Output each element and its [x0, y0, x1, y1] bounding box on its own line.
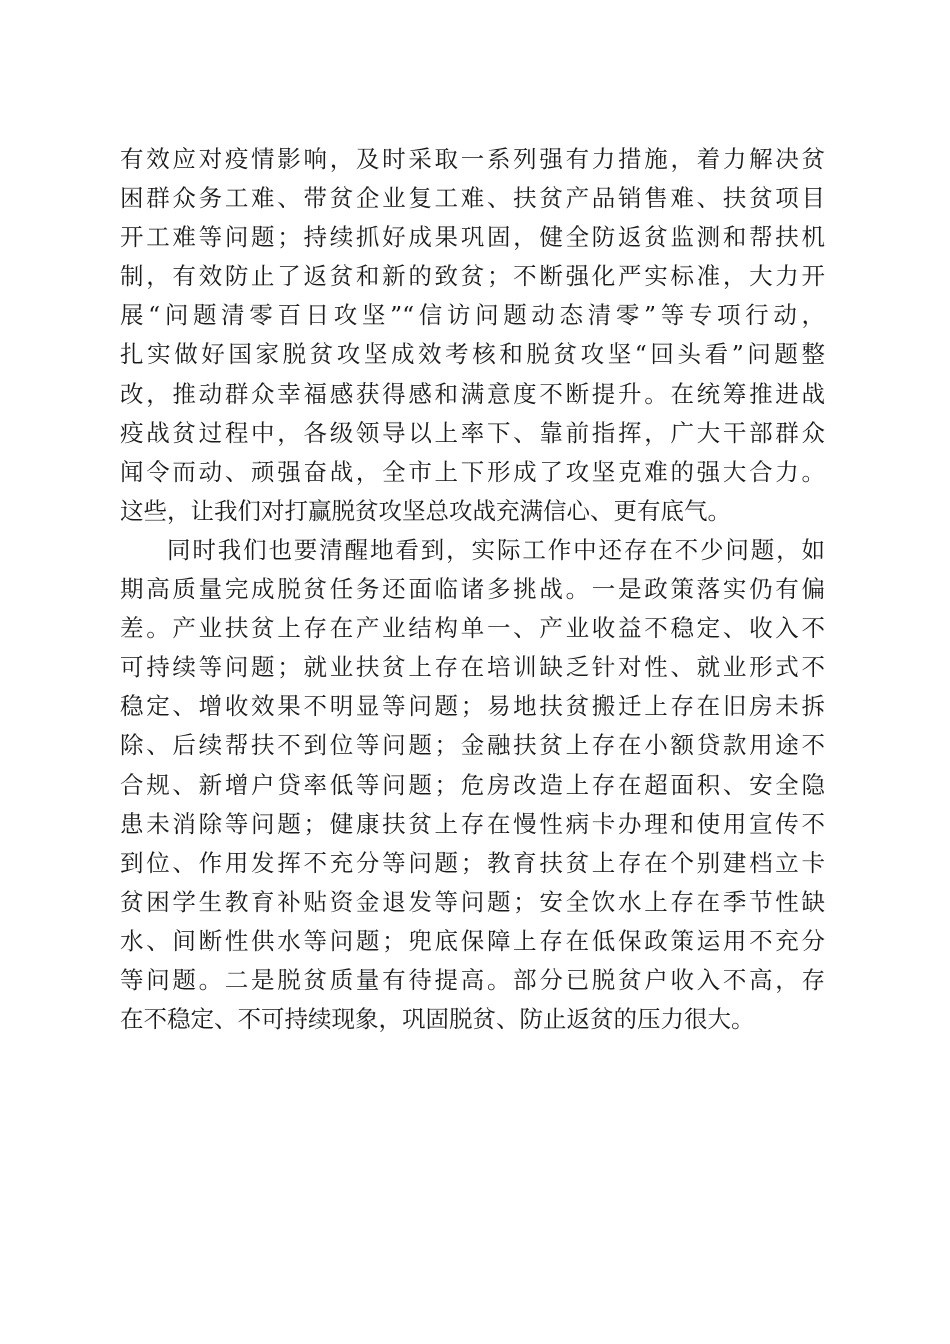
text-line: 扎实做好国家脱贫攻坚成效考核和脱贫攻坚“回头看”问题整	[120, 340, 825, 369]
text-line: 可持续等问题；就业扶贫上存在培训缺乏针对性、就业形式不	[120, 653, 825, 682]
text-line: 困群众务工难、带贫企业复工难、扶贫产品销售难、扶贫项目	[120, 184, 825, 213]
text-line: 患未消除等问题；健康扶贫上存在慢性病卡办理和使用宣传不	[120, 809, 825, 838]
text-line: 展“问题清零百日攻坚”“信访问题动态清零”等专项行动，	[120, 301, 825, 330]
paragraph-2	[120, 531, 825, 1039]
text-line: 等问题。二是脱贫质量有待提高。部分已脱贫户收入不高，存	[120, 965, 825, 994]
text-line: 贫困学生教育补贴资金退发等问题；安全饮水上存在季节性缺	[120, 887, 825, 916]
text-line: 有效应对疫情影响，及时采取一系列强有力措施，着力解决贫	[120, 145, 825, 173]
paragraph-1	[120, 140, 825, 531]
text-line: 除、后续帮扶不到位等问题；金融扶贫上存在小额贷款用途不	[120, 731, 825, 760]
text-line: 到位、作用发挥不充分等问题；教育扶贫上存在个别建档立卡	[120, 848, 825, 877]
text-line: 疫战贫过程中，各级领导以上率下、靠前指挥，广大干部群众	[120, 418, 825, 447]
text-line: 差。产业扶贫上存在产业结构单一、产业收益不稳定、收入不	[120, 614, 825, 643]
text-line: 制，有效防止了返贫和新的致贫；不断强化严实标准，大力开	[120, 262, 825, 291]
text-line: 稳定、增收效果不明显等问题；易地扶贫搬迁上存在旧房未拆	[120, 692, 825, 721]
text-line: 这些，让我们对打赢脱贫攻坚总攻战充满信心、更有底气。	[120, 496, 731, 525]
text-line: 闻令而动、顽强奋战，全市上下形成了攻坚克难的强大合力。	[120, 457, 825, 486]
text-line: 期高质量完成脱贫任务还面临诸多挑战。一是政策落实仍有偏	[120, 575, 825, 604]
text-line: 改，推动群众幸福感获得感和满意度不断提升。在统筹推进战	[120, 379, 825, 408]
text-line: 水、间断性供水等问题；兜底保障上存在低保政策运用不充分	[120, 926, 825, 955]
text-line: 合规、新增户贷率低等问题；危房改造上存在超面积、安全隐	[120, 770, 825, 799]
text-line: 开工难等问题；持续抓好成果巩固，健全防返贫监测和帮扶机	[120, 223, 825, 252]
document-body	[120, 140, 825, 1039]
text-line: 在不稳定、不可持续现象，巩固脱贫、防止返贫的压力很大。	[120, 1005, 755, 1034]
text-line: 同时我们也要清醒地看到，实际工作中还存在不少问题，如	[167, 535, 825, 564]
